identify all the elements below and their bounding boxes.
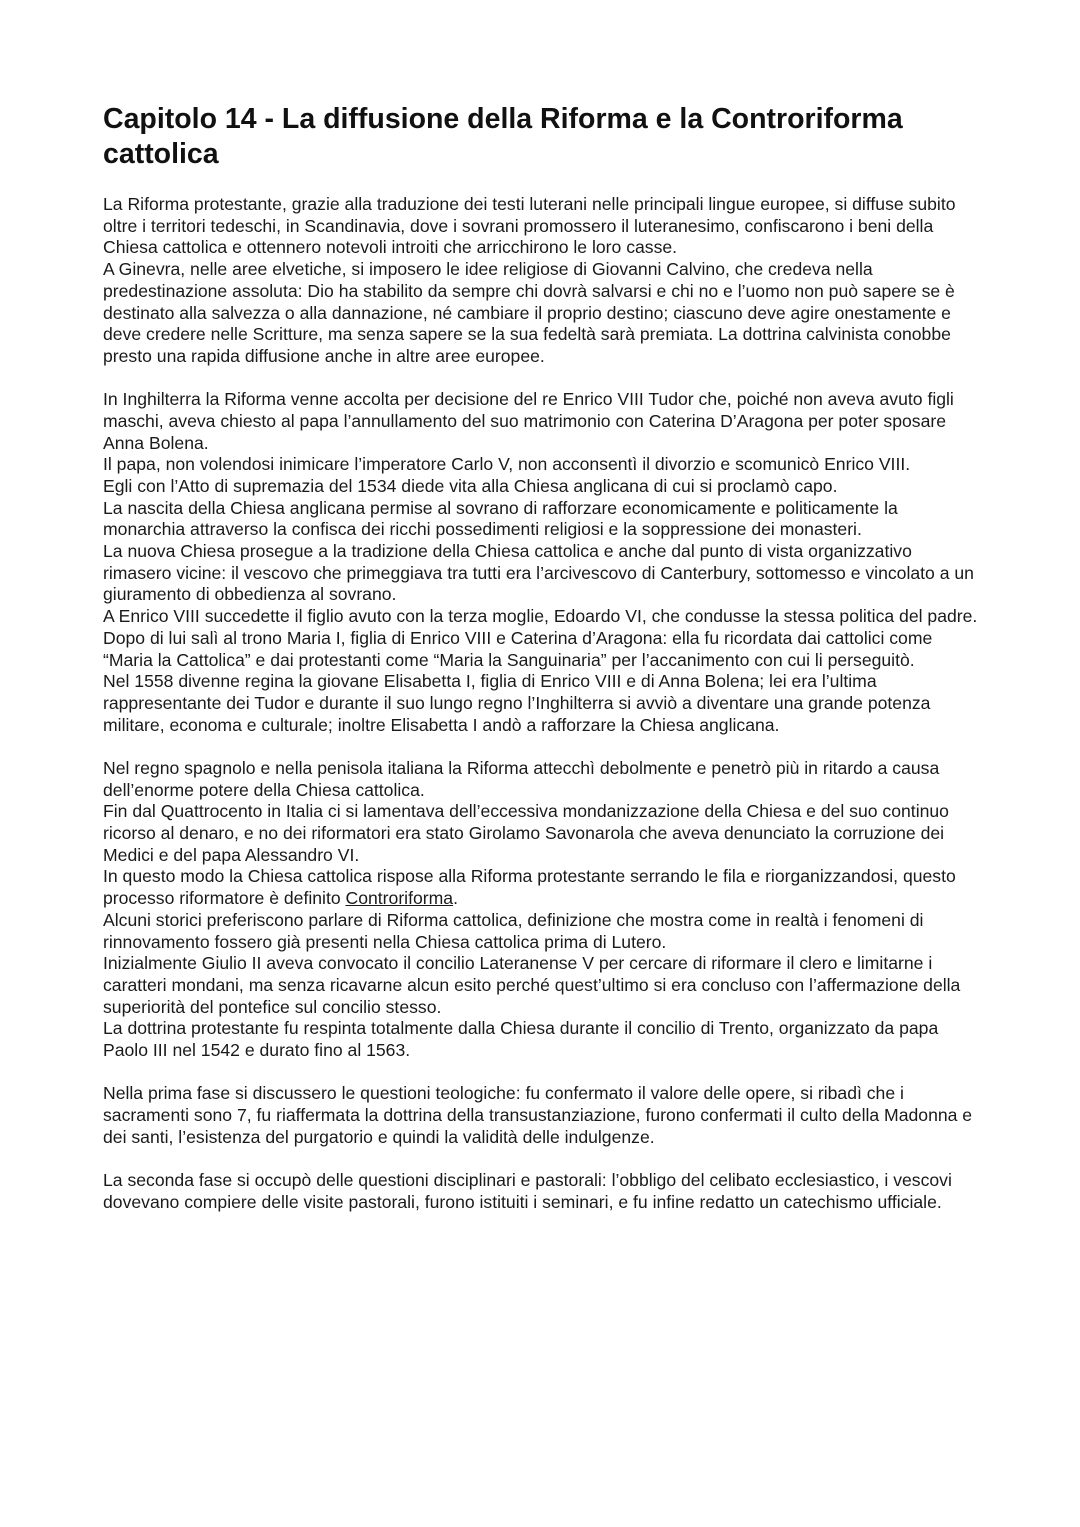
paragraph: A Ginevra, nelle aree elvetiche, si imposero le idee religiose di Giovanni Calvino, che credeva nella predestinazione assoluta: Dio ha stabilito da sempre chi dovrà salvarsi e chi no e l’uomo non può sapere se è destinato alla salvezza o alla dannazione, né cambiare il proprio destino; ciascuno deve agire onestamente e deve credere nelle Scritture, ma senza sapere se la sua fedeltà sarà premiata. La dottrina calvinista conobbe presto una rapida diffusione anche in altre aree europee. (103, 259, 955, 366)
paragraph: Alcuni storici preferiscono parlare di Riforma cattolica, definizione che mostra come in realtà i fenomeni di rinnovamento fossero già presenti nella Chiesa cattolica prima di Lutero. (103, 909, 924, 952)
paragraph: Egli con l’Atto di supremazia del 1534 diede vita alla Chiesa anglicana di cui si proclamò capo. (103, 475, 838, 496)
document-page (103, 102, 983, 1235)
controriforma-term: Controriforma (345, 888, 454, 909)
section-seconda-fase (103, 1170, 983, 1213)
paragraph: Inizialmente Giulio II aveva convocato il concilio Lateranense V per cercare di riformare il clero e limitarne i caratteri mondani, ma senza ricavarne alcun esito perché quest’ultimo si era concluso con l’affermazione della superiorità del pontefice sul concilio stesso. (103, 953, 961, 1017)
page-title: Capitolo 14 - La diffusione della Riforma e la Controriforma cattolica (103, 103, 903, 170)
section-controriforma (103, 758, 983, 1062)
paragraph: La nuova Chiesa prosegue a la tradizione della Chiesa cattolica e anche dal punto di vista organizzativo rimasero vicine: il vescovo che primeggiava tra tutti era l’arcivescovo di Canterbury, sottomesso e vincolato a un giuramento di obbedienza al sovrano. (103, 541, 974, 605)
paragraph: A Enrico VIII succedette il figlio avuto con la terza moglie, Edoardo VI, che condusse la stessa politica del padre. Dopo di lui salì al trono Maria I, figlia di Enrico VIII e Caterina d’Aragona: ella fu ricordata dai cattolici come “Maria la Cattolica” e dai protestanti come “Maria la Sanguinaria” per l’accanimento con cui li perseguitò. (103, 606, 978, 670)
paragraph: La dottrina protestante fu respinta totalmente dalla Chiesa durante il concilio di Trento, organizzato da papa Paolo III nel 1542 e durato fino al 1563. (103, 1018, 939, 1061)
section-inghilterra (103, 389, 983, 736)
paragraph: La seconda fase si occupò delle questioni disciplinari e pastorali: l’obbligo del celibato ecclesiastico, i vescovi dovevano compiere delle visite pastorali, furono istituiti i seminari, e fu infine redatto un catechismo ufficiale. (103, 1169, 952, 1212)
section-scandinavia-ginevra (103, 194, 983, 368)
paragraph: In Inghilterra la Riforma venne accolta per decisione del re Enrico VIII Tudor che, poiché non aveva avuto figli maschi, aveva chiesto al papa l’annullamento del suo matrimonio con Caterina D’Aragona per poter sposare Anna Bolena. (103, 389, 954, 453)
paragraph: Il papa, non volendosi inimicare l’imperatore Carlo V, non acconsentì il divorzio e scomunicò Enrico VIII. (103, 454, 911, 475)
paragraph: La nascita della Chiesa anglicana permise al sovrano di rafforzare economicamente e politicamente la monarchia attraverso la confisca dei ricchi possedimenti religiosi e la soppressione dei monasteri. (103, 497, 898, 540)
text-after-term: . (453, 888, 458, 909)
text-before-term: In questo modo la Chiesa cattolica rispose alla Riforma protestante serrando le fila e riorganizzandosi, questo processo riformatore è definito (103, 866, 956, 909)
paragraph: La Riforma protestante, grazie alla traduzione dei testi luterani nelle principali lingue europee, si diffuse subito oltre i territori tedeschi, in Scandinavia, dove i sovrani promossero il luteranesimo, confiscarono i beni della Chiesa cattolica e ottennero notevoli introiti che arricchirono le loro casse. (103, 194, 956, 258)
paragraph: Nel regno spagnolo e nella penisola italiana la Riforma attecchì debolmente e penetrò più in ritardo a causa dell’enorme potere della Chiesa cattolica. (103, 757, 940, 800)
paragraph: Nel 1558 divenne regina la giovane Elisabetta I, figlia di Enrico VIII e di Anna Bolena; lei era l’ultima rappresentante dei Tudor e durante il suo lungo regno l’Inghilterra si avviò a diventare una grande potenza militare, economa e culturale; inoltre Elisabetta I andò a rafforzare la Chiesa anglicana. (103, 671, 931, 735)
paragraph: Fin dal Quattrocento in Italia ci si lamentava dell’eccessiva mondanizzazione della Chiesa e del suo continuo ricorso al denaro, e no dei riformatori era stato Girolamo Savonarola che aveva denunciato la corruzione dei Medici e del papa Alessandro VI. (103, 801, 949, 865)
section-prima-fase (103, 1083, 983, 1148)
paragraph-controriforma (103, 866, 983, 909)
paragraph: Nella prima fase si discussero le questioni teologiche: fu confermato il valore delle opere, si ribadì che i sacramenti sono 7, fu riaffermata la dottrina della transustanziazione, furono confermati il culto della Madonna e dei santi, l’esistenza del purgatorio e quindi la validità delle indulgenze. (103, 1083, 973, 1147)
